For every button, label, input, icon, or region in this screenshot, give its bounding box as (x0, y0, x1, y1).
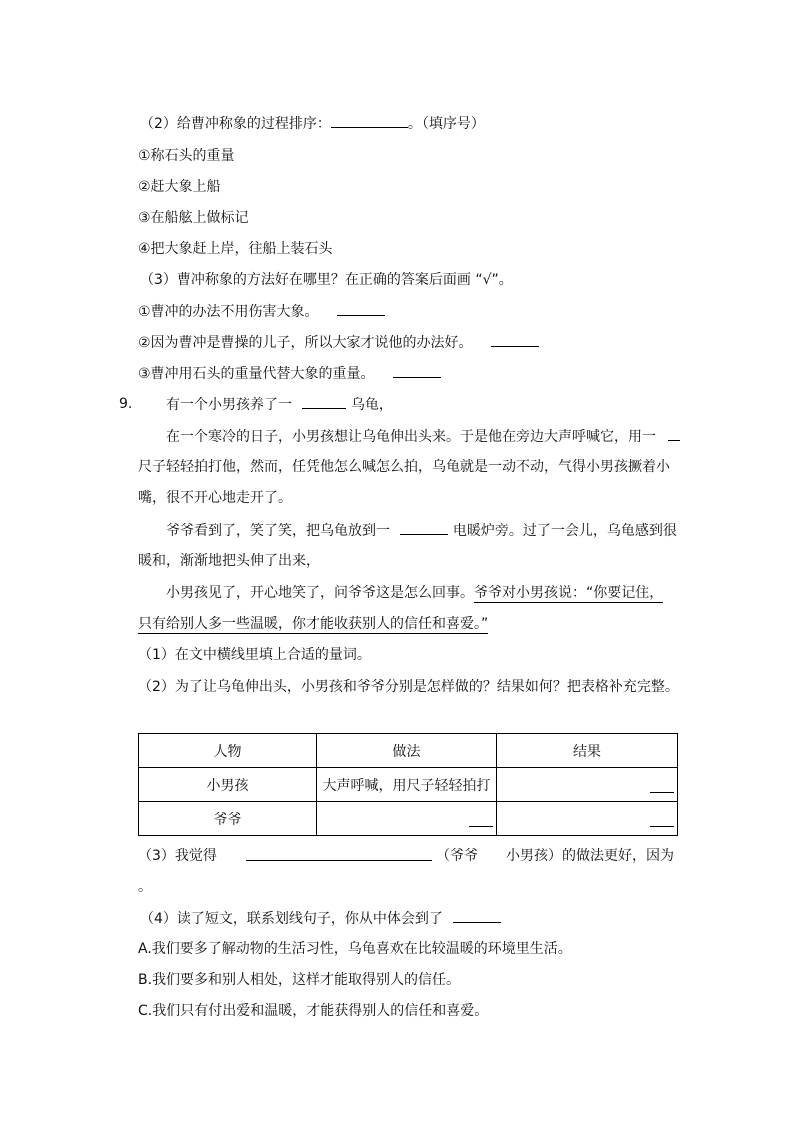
measure-word-blank-2[interactable] (668, 426, 680, 441)
choice-text: （爷爷 (436, 848, 478, 864)
passage-text: 有一个小男孩养了一 (166, 397, 292, 413)
header-cell: 做法 (317, 734, 497, 768)
option-3: ③在船舷上做标记 (138, 210, 249, 226)
choice-text: ②因为曹冲是曹操的儿子，所以大家才说他的办法好。 (138, 335, 473, 351)
passage-line-7 (166, 583, 663, 603)
result-answer-cell[interactable] (497, 802, 678, 836)
choice-text: ①曹冲的办法不用伤害大象。 (138, 304, 319, 320)
question-text: （3）我觉得 (138, 848, 217, 864)
measure-word-blank-1[interactable] (302, 394, 346, 409)
table-row (139, 768, 678, 802)
choice-text: ③曹冲用石头的重量代替大象的重量。 (138, 366, 375, 382)
underlined-sentence: 只有给别人多一些温暖，你才能收获别人的信任和喜爱。” (138, 616, 489, 632)
cell-blank[interactable] (469, 826, 493, 827)
question-9-3-choices (436, 846, 478, 866)
option-b: B.我们要多和别人相处，这样才能取得别人的信任。 (138, 972, 461, 988)
question-number-9: 9. (119, 396, 133, 412)
option-1: ①称石头的重量 (138, 148, 235, 164)
answer-blank[interactable] (331, 113, 408, 128)
answer-blank[interactable] (453, 908, 501, 923)
question-9-3 (138, 846, 217, 866)
question-9-2: （2）为了让乌龟伸出头，小男孩和爷爷分别是怎样做的？结果如何？把表格补充完整。 (138, 679, 679, 695)
question-9-3-tail: 小男孩）的做法更好，因为 (506, 848, 674, 864)
question-9-3-blank-line (246, 846, 432, 867)
answer-choice-2 (138, 332, 539, 353)
header-cell: 人物 (139, 734, 317, 768)
check-blank[interactable] (491, 332, 539, 347)
option-4: ④把大象赶上岸，往船上装石头 (138, 241, 333, 257)
passage-line-5 (166, 520, 677, 541)
passage-text: 爷爷看到了，笑了笑，把乌龟放到一 (166, 523, 390, 539)
question-text-tail: 。（填序号） (407, 116, 485, 132)
question-8-2 (140, 113, 485, 134)
question-9-1: （1）在文中横线里填上合适的量词。 (138, 647, 371, 663)
passage-line-4: 嘴，很不开心地走开了。 (138, 490, 292, 506)
passage-text: 在一个寒冷的日子，小男孩想让乌龟伸出头来。于是他在旁边大声呼喊它，用一 (166, 429, 656, 445)
answer-choice-1 (138, 301, 385, 322)
passage-text: 小男孩见了，开心地笑了，问爷爷这是怎么回事。 (166, 585, 474, 601)
cell-blank[interactable] (650, 826, 674, 827)
table-cell: 爷爷 (139, 802, 317, 836)
option-2: ②赶大象上船 (138, 179, 221, 195)
option-c: C.我们只有付出爱和温暖，才能获得别人的信任和喜爱。 (138, 1003, 489, 1019)
question-text: （2）给曹冲称象的过程排序： (140, 116, 331, 132)
answer-blank[interactable] (246, 846, 432, 861)
header-cell: 结果 (497, 734, 678, 768)
passage-line-2 (166, 426, 680, 447)
passage-line-8 (138, 614, 488, 634)
check-blank[interactable] (337, 301, 385, 316)
underlined-sentence: 爷爷对小男孩说：“你要记住， (474, 585, 664, 601)
method-answer-cell[interactable] (317, 802, 497, 836)
answer-table (138, 733, 678, 836)
passage-text: 电暖炉旁。过了一会儿，乌龟感到很 (452, 523, 677, 539)
question-text: （4）读了短文，联系划线句子，你从中体会到了 (140, 911, 443, 927)
question-9-3-period: 。 (138, 879, 152, 895)
table-row (139, 802, 678, 836)
passage-line-6: 暖和，渐渐地把头伸了出来， (138, 553, 320, 569)
passage-line-1 (166, 394, 393, 415)
table-cell: 小男孩 (139, 768, 317, 802)
result-answer-cell[interactable] (497, 768, 678, 802)
option-a: A.我们要多了解动物的生活习性，乌龟喜欢在比较温暖的环境里生活。 (138, 941, 572, 957)
passage-line-3: 尺子轻轻拍打他，然而，任凭他怎么喊怎么拍，乌龟就是一动不动，气得小男孩撅着小 (138, 459, 670, 475)
table-cell: 大声呼喊，用尺子轻轻拍打 (317, 768, 497, 802)
passage-text: 乌龟， (350, 397, 393, 413)
measure-word-blank-3[interactable] (400, 520, 448, 535)
cell-blank[interactable] (650, 792, 674, 793)
answer-choice-3 (138, 363, 441, 384)
check-blank[interactable] (393, 363, 441, 378)
question-9-4 (140, 908, 501, 929)
question-8-3: （3）曹冲称象的方法好在哪里？在正确的答案后面画 “√”。 (140, 272, 513, 288)
table-header-row (139, 734, 678, 768)
